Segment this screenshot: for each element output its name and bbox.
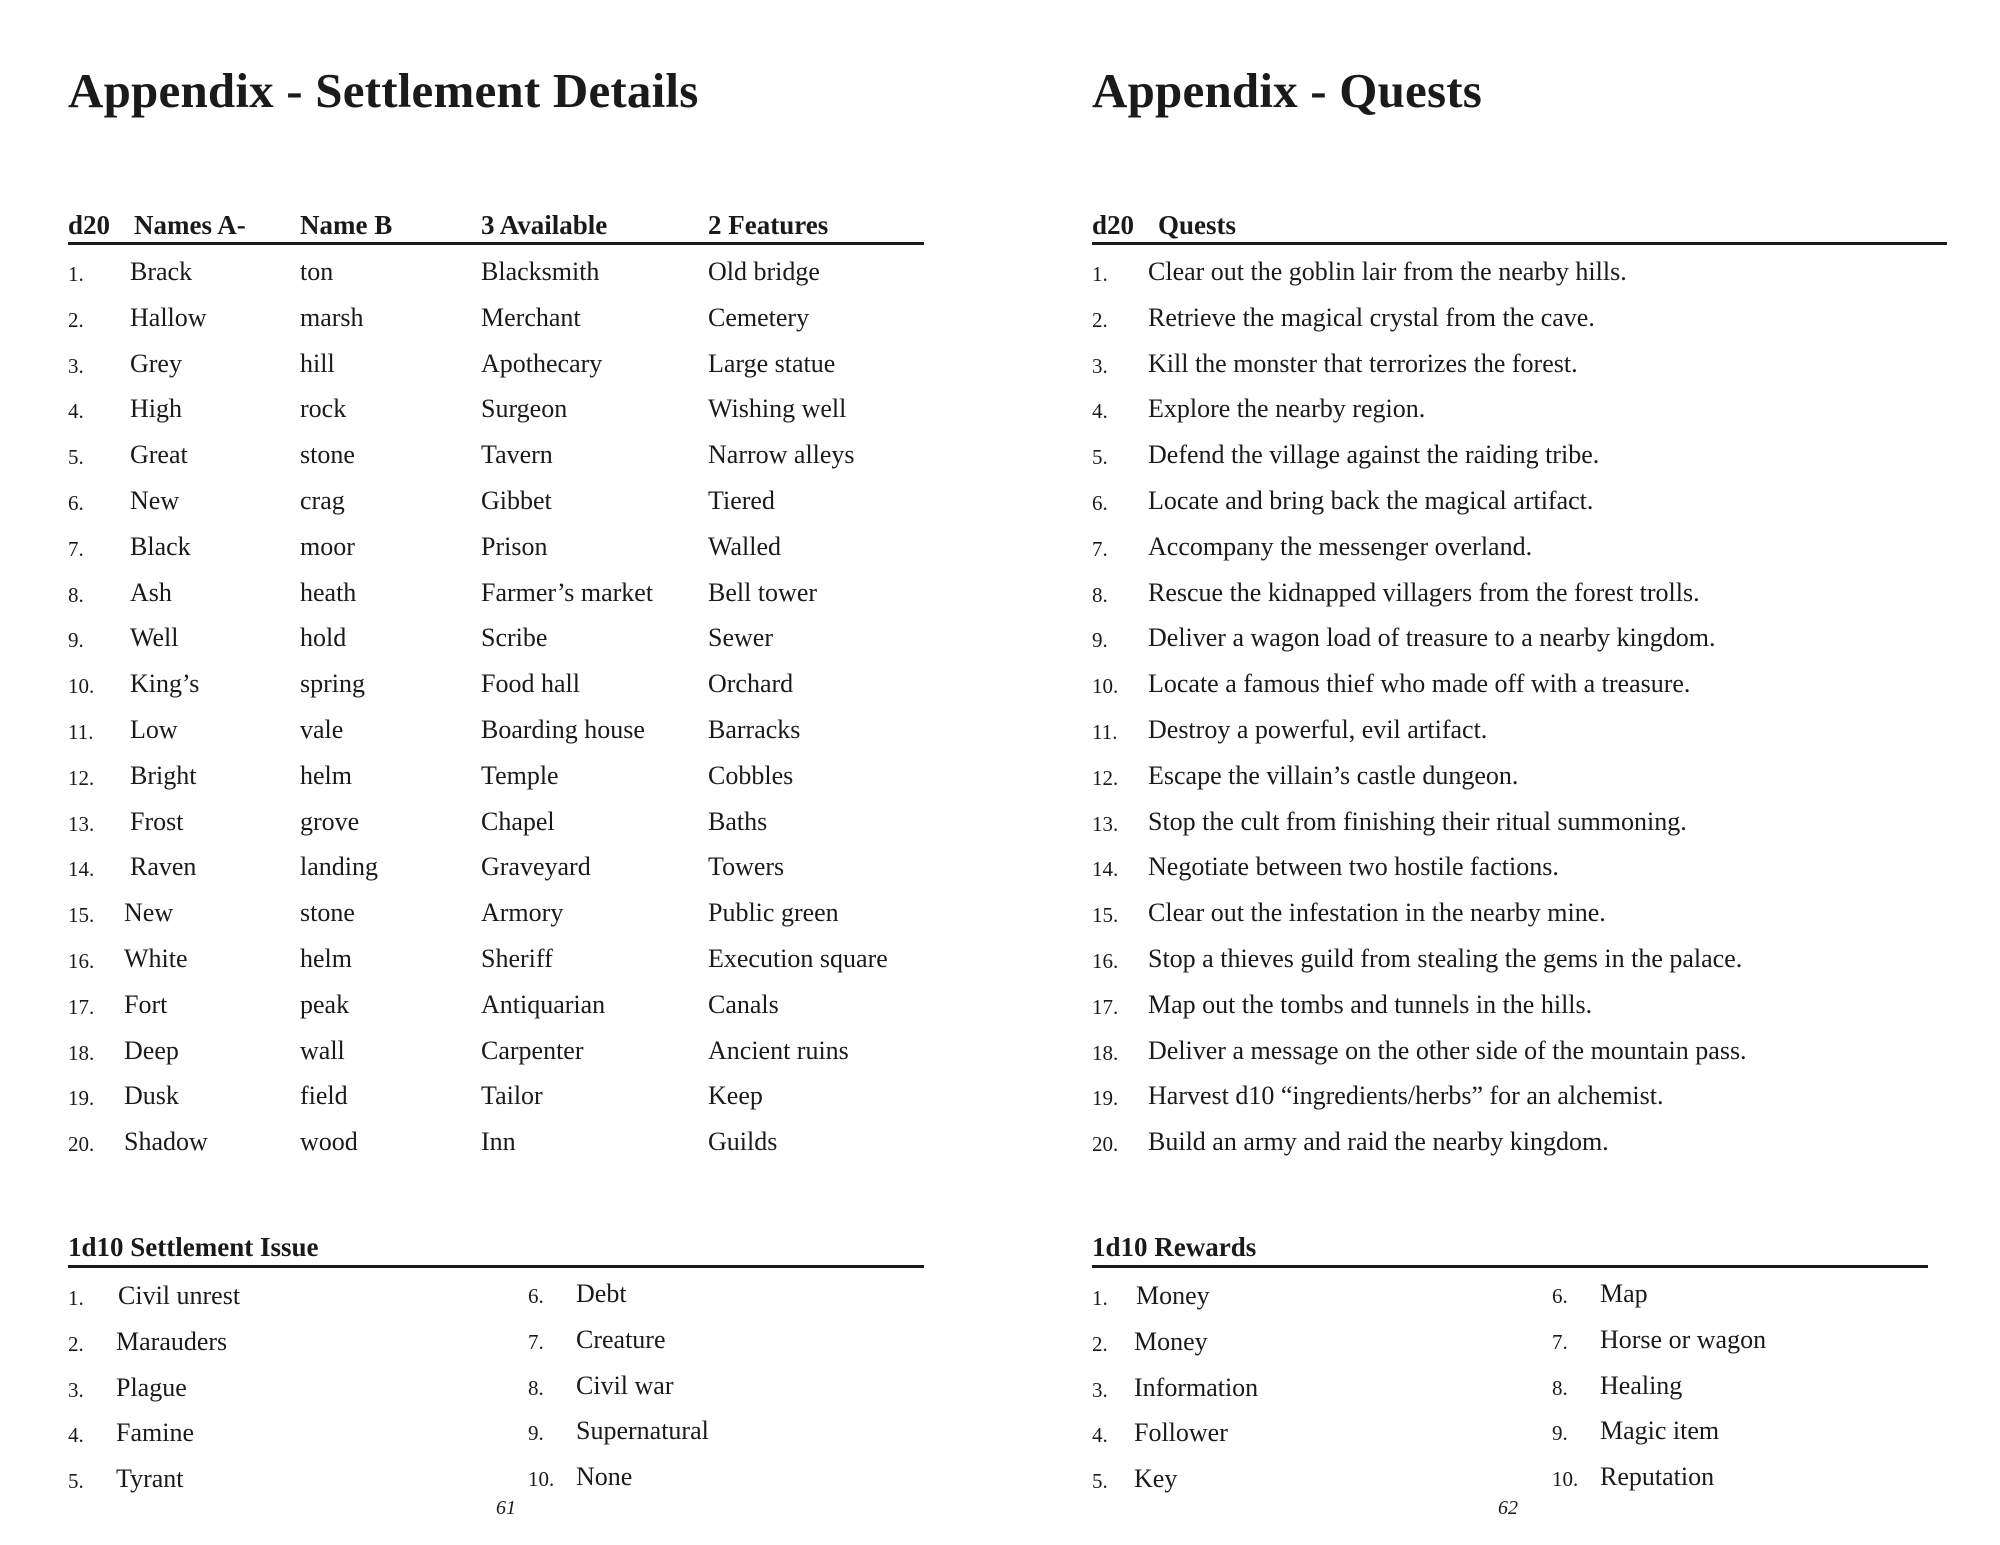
row-number: 14. [68, 857, 95, 882]
feature-cell: Walled [708, 531, 781, 561]
name-a-cell: Deep [124, 1035, 179, 1065]
row-number: 3. [68, 353, 84, 378]
quest-cell: Escape the villain’s castle dungeon. [1148, 760, 1519, 790]
row-number: 14. [1092, 857, 1119, 882]
name-b-cell: helm [300, 944, 352, 973]
available-cell: Scribe [481, 623, 548, 653]
row-number: 13. [68, 811, 95, 836]
row-number: 7. [1092, 536, 1108, 561]
col-header-name-b: Name B [300, 210, 393, 240]
item-number: 10. [1552, 1467, 1579, 1492]
row-number: 4. [1092, 399, 1108, 424]
feature-cell: Large statue [708, 348, 836, 378]
name-b-cell: ton [300, 257, 334, 286]
feature-cell: Orchard [708, 669, 794, 699]
available-cell: Merchant [481, 302, 581, 332]
name-a-cell: Ash [130, 577, 172, 607]
name-a-cell: King’s [130, 669, 200, 699]
item-number: 6. [528, 1284, 544, 1308]
available-cell: Carpenter [481, 1035, 584, 1065]
available-cell: Antiquarian [481, 989, 606, 1019]
available-cell: Temple [481, 760, 559, 790]
quest-cell: Retrieve the magical crystal from the cave. [1148, 302, 1595, 332]
item-label: Healing [1600, 1370, 1683, 1400]
name-b-cell: wall [300, 1035, 345, 1065]
page-number: 61 [496, 1497, 516, 1519]
name-b-cell: stone [300, 898, 355, 928]
name-b-cell: spring [300, 669, 365, 699]
item-label: Creature [576, 1324, 666, 1354]
name-b-cell: peak [300, 989, 350, 1019]
feature-cell: Public green [708, 898, 839, 928]
feature-cell: Towers [708, 852, 785, 882]
available-cell: Apothecary [481, 348, 603, 378]
row-number: 8. [68, 582, 84, 607]
item-number: 1. [68, 1286, 84, 1310]
name-b-cell: landing [300, 852, 378, 882]
item-label: Debt [576, 1279, 627, 1308]
item-number: 8. [528, 1375, 544, 1400]
quest-cell: Build an army and raid the nearby kingdom. [1148, 1127, 1609, 1157]
name-b-cell: hold [300, 623, 347, 653]
name-b-cell: hill [300, 348, 335, 378]
name-b-cell: moor [300, 531, 355, 561]
row-number: 17. [68, 994, 95, 1019]
row-number: 3. [1092, 353, 1108, 378]
item-label: Money [1134, 1326, 1208, 1356]
quest-table-rule [1092, 242, 1947, 245]
available-cell: Food hall [481, 669, 580, 699]
available-cell: Gibbet [481, 486, 552, 515]
left-page [68, 0, 928, 1545]
name-a-cell: High [130, 394, 182, 424]
issue-table-header: 1d10 Settlement Issue [68, 1232, 319, 1262]
row-number: 10. [1092, 674, 1119, 699]
row-number: 2. [68, 307, 84, 332]
row-number: 18. [1092, 1040, 1119, 1065]
name-a-cell: Frost [130, 806, 184, 836]
available-cell: Graveyard [481, 852, 591, 882]
row-number: 10. [68, 674, 95, 699]
quest-cell: Clear out the infestation in the nearby mine. [1148, 898, 1606, 928]
row-number: 9. [1092, 628, 1108, 653]
item-number: 9. [528, 1421, 544, 1446]
name-a-cell: Great [130, 440, 188, 470]
item-label: None [576, 1462, 633, 1492]
quest-cell: Defend the village against the raiding tribe. [1148, 440, 1600, 470]
item-label: Money [1136, 1281, 1210, 1310]
available-cell: Boarding house [481, 715, 645, 744]
item-number: 4. [68, 1423, 84, 1448]
name-a-cell: Raven [130, 852, 197, 882]
item-number: 1. [1092, 1286, 1108, 1310]
row-number: 19. [68, 1086, 95, 1111]
right-page [1092, 0, 1962, 1545]
quest-cell: Harvest d10 “ingredients/herbs” for an alchemist. [1148, 1081, 1664, 1111]
row-number: 1. [1092, 262, 1108, 286]
quest-cell: Kill the monster that terrorizes the forest. [1148, 348, 1578, 378]
name-b-cell: crag [300, 486, 345, 515]
item-label: Magic item [1600, 1416, 1720, 1446]
rewards-table-header: 1d10 Rewards [1092, 1232, 1257, 1262]
quest-cell: Rescue the kidnapped villagers from the forest trolls. [1148, 577, 1700, 607]
name-a-cell: Dusk [124, 1081, 179, 1111]
name-a-cell: Black [130, 531, 191, 561]
item-label: Follower [1134, 1418, 1228, 1448]
item-number: 8. [1552, 1375, 1568, 1400]
item-label: Information [1134, 1372, 1259, 1402]
feature-cell: Cemetery [708, 302, 810, 332]
name-b-cell: rock [300, 394, 347, 424]
item-number: 4. [1092, 1423, 1108, 1448]
quest-cell: Stop a thieves guild from stealing the gems in the palace. [1148, 944, 1743, 973]
row-number: 15. [68, 903, 95, 928]
settlement-table-rule [68, 242, 924, 245]
item-number: 3. [1092, 1377, 1108, 1402]
available-cell: Surgeon [481, 394, 568, 424]
feature-cell: Execution square [708, 944, 888, 973]
row-number: 5. [1092, 445, 1108, 470]
item-label: Tyrant [116, 1464, 184, 1494]
name-b-cell: stone [300, 440, 355, 470]
name-b-cell: heath [300, 577, 357, 607]
row-number: 20. [68, 1132, 95, 1157]
row-number: 17. [1092, 994, 1119, 1019]
quest-cell: Locate and bring back the magical artifact. [1148, 486, 1594, 515]
quest-cell: Deliver a wagon load of treasure to a nearby kingdom. [1148, 623, 1716, 653]
item-number: 5. [1092, 1469, 1108, 1494]
row-number: 11. [68, 720, 94, 744]
quest-cell: Deliver a message on the other side of the mountain pass. [1148, 1035, 1747, 1065]
row-number: 2. [1092, 307, 1108, 332]
available-cell: Farmer’s market [481, 577, 654, 607]
name-a-cell: Fort [124, 989, 168, 1019]
feature-cell: Canals [708, 989, 779, 1019]
row-number: 1. [68, 262, 84, 286]
row-number: 9. [68, 628, 84, 653]
item-label: Supernatural [576, 1416, 709, 1446]
available-cell: Sheriff [481, 944, 553, 973]
feature-cell: Tiered [708, 486, 775, 515]
name-b-cell: wood [300, 1127, 358, 1157]
item-number: 7. [1552, 1329, 1568, 1354]
item-number: 2. [68, 1331, 84, 1356]
name-a-cell: Low [130, 715, 178, 744]
col-header-d20: d20 [1092, 210, 1135, 240]
row-number: 20. [1092, 1132, 1119, 1157]
feature-cell: Ancient ruins [708, 1035, 849, 1065]
row-number: 8. [1092, 582, 1108, 607]
name-a-cell: New [130, 486, 180, 515]
quest-cell: Explore the nearby region. [1148, 394, 1426, 424]
feature-cell: Bell tower [708, 577, 818, 607]
quest-cell: Map out the tombs and tunnels in the hills. [1148, 989, 1593, 1019]
feature-cell: Narrow alleys [708, 440, 855, 470]
name-b-cell: vale [300, 715, 344, 744]
name-a-cell: Grey [130, 348, 182, 378]
item-label: Horse or wagon [1600, 1324, 1767, 1354]
row-number: 13. [1092, 811, 1119, 836]
name-a-cell: Well [130, 623, 179, 653]
col-header-names-a: Names A- [134, 210, 246, 240]
item-label: Reputation [1600, 1462, 1715, 1492]
name-b-cell: field [300, 1081, 348, 1111]
row-number: 16. [1092, 949, 1119, 973]
col-header-quests: Quests [1158, 210, 1237, 240]
item-number: 10. [528, 1467, 555, 1492]
item-label: Plague [116, 1372, 187, 1402]
name-a-cell: Brack [130, 257, 193, 286]
available-cell: Armory [481, 898, 564, 928]
item-label: Map [1600, 1279, 1648, 1308]
col-header-d20: d20 [68, 210, 111, 240]
feature-cell: Barracks [708, 715, 801, 744]
quest-cell: Destroy a powerful, evil artifact. [1148, 715, 1488, 744]
row-number: 6. [1092, 491, 1108, 515]
page-title: Appendix - Quests [1092, 63, 1483, 118]
item-label: Key [1134, 1464, 1178, 1494]
row-number: 7. [68, 536, 84, 561]
name-a-cell: White [124, 944, 188, 973]
feature-cell: Cobbles [708, 760, 794, 790]
issue-table-rule [68, 1265, 924, 1268]
feature-cell: Sewer [708, 623, 773, 653]
name-b-cell: helm [300, 760, 352, 790]
row-number: 6. [68, 491, 84, 515]
feature-cell: Guilds [708, 1127, 778, 1157]
item-number: 2. [1092, 1331, 1108, 1356]
row-number: 18. [68, 1040, 95, 1065]
item-label: Civil war [576, 1370, 674, 1400]
quest-cell: Clear out the goblin lair from the nearby hills. [1148, 257, 1627, 286]
available-cell: Inn [481, 1127, 516, 1157]
quest-cell: Negotiate between two hostile factions. [1148, 852, 1559, 882]
item-number: 7. [528, 1329, 544, 1354]
row-number: 15. [1092, 903, 1119, 928]
row-number: 12. [68, 765, 95, 790]
quest-cell: Accompany the messenger overland. [1148, 531, 1533, 561]
row-number: 5. [68, 445, 84, 470]
item-label: Marauders [116, 1326, 228, 1356]
item-number: 9. [1552, 1421, 1568, 1446]
item-number: 3. [68, 1377, 84, 1402]
row-number: 19. [1092, 1086, 1119, 1111]
feature-cell: Old bridge [708, 257, 820, 286]
name-b-cell: grove [300, 806, 360, 836]
name-a-cell: Bright [130, 760, 197, 790]
available-cell: Prison [481, 531, 548, 561]
col-header-available: 3 Available [481, 210, 608, 240]
item-number: 6. [1552, 1284, 1568, 1308]
available-cell: Chapel [481, 806, 555, 836]
feature-cell: Keep [708, 1081, 763, 1111]
row-number: 12. [1092, 765, 1119, 790]
name-a-cell: New [124, 898, 174, 928]
item-number: 5. [68, 1469, 84, 1494]
name-a-cell: Shadow [124, 1127, 208, 1157]
available-cell: Tailor [481, 1081, 543, 1111]
page-number: 62 [1498, 1497, 1518, 1519]
available-cell: Blacksmith [481, 257, 600, 286]
feature-cell: Wishing well [708, 394, 847, 424]
rewards-table-rule [1092, 1265, 1928, 1268]
name-a-cell: Hallow [130, 302, 207, 332]
name-b-cell: marsh [300, 302, 364, 332]
row-number: 16. [68, 949, 95, 973]
row-number: 11. [1092, 720, 1118, 744]
available-cell: Tavern [481, 440, 553, 470]
item-label: Civil unrest [118, 1281, 241, 1310]
row-number: 4. [68, 399, 84, 424]
page-title: Appendix - Settlement Details [68, 63, 699, 118]
quest-cell: Stop the cult from finishing their ritual summoning. [1148, 806, 1687, 836]
col-header-features: 2 Features [708, 210, 829, 240]
item-label: Famine [116, 1418, 194, 1448]
quest-cell: Locate a famous thief who made off with a treasure. [1148, 669, 1691, 699]
feature-cell: Baths [708, 806, 768, 836]
